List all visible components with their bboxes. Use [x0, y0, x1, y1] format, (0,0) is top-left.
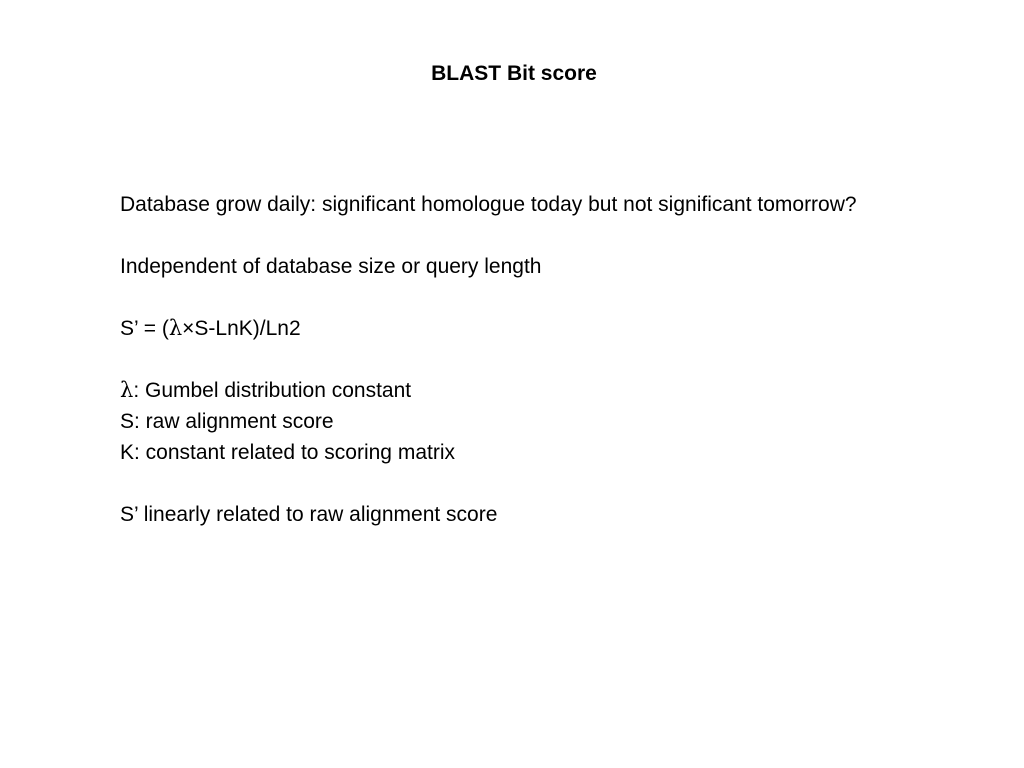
lambda-definition-text: : Gumbel distribution constant [133, 379, 412, 402]
independence-text: Independent of database size or query length [120, 255, 542, 278]
slide-title: BLAST Bit score [431, 62, 597, 85]
slide-body [120, 189, 910, 530]
conclusion-text: S’ linearly related to raw alignment score [120, 503, 498, 526]
bit-score-formula [120, 313, 910, 344]
formula-suffix: ×S-LnK)/Ln2 [182, 317, 301, 340]
spacer [120, 282, 910, 313]
k-definition: K: constant related to scoring matrix [120, 441, 455, 464]
spacer [120, 468, 910, 499]
lambda-symbol: λ [120, 378, 134, 402]
formula-prefix: S’ = ( [120, 317, 169, 340]
lambda-definition [120, 375, 910, 406]
spacer [120, 344, 910, 375]
lambda-symbol: λ [168, 316, 183, 340]
s-definition: S: raw alignment score [120, 410, 334, 433]
spacer [120, 220, 910, 251]
intro-text: Database grow daily: significant homologue today but not significant tomorrow? [120, 193, 857, 216]
